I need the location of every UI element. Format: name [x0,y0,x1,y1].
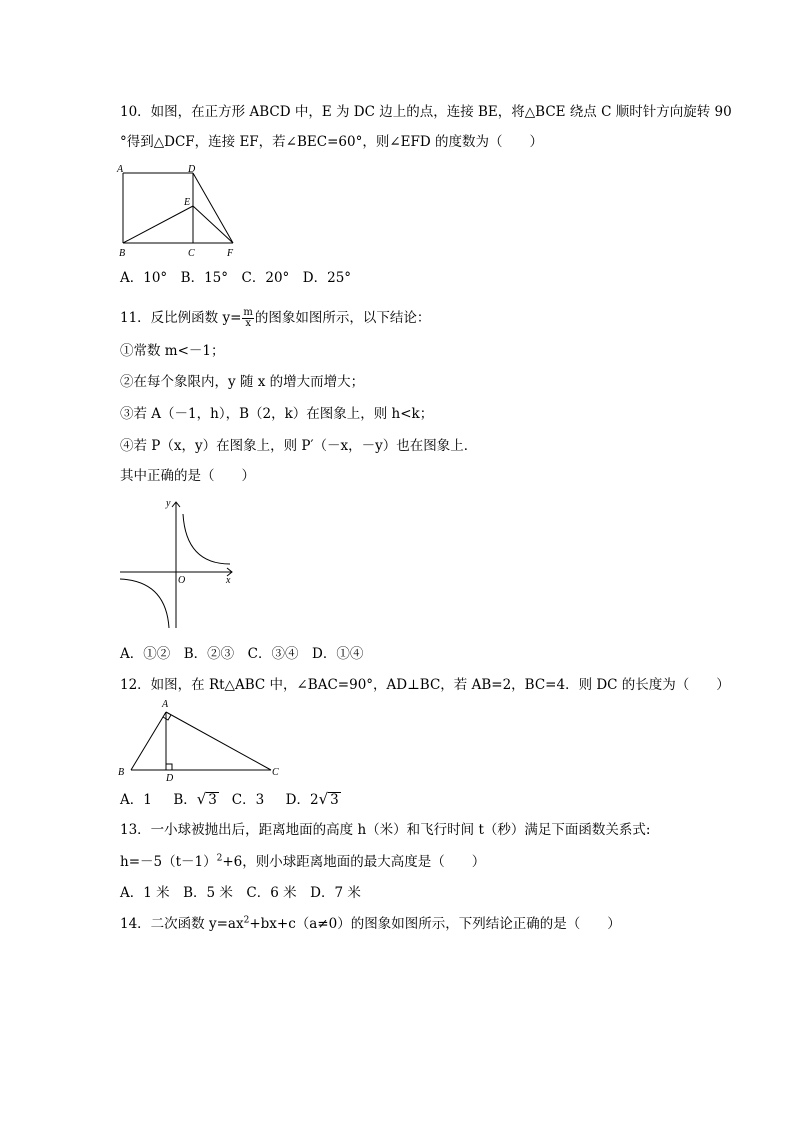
q13-stem-line2 [120,853,485,871]
q12-option-b: B． [173,792,197,808]
q10-label-f: F [227,248,234,259]
q11-label-x: x [226,575,231,586]
q12-option-d: D．2 [285,792,319,808]
q10-figure [115,160,245,262]
q13-options: A．1 米 B．5 米 C．6 米 D．7 米 [120,885,361,901]
q13-formula-b: +6，则小球距离地面的最大高度是（ ） [222,854,486,870]
q14-exponent: 2 [243,915,250,926]
q11-stem [120,308,430,329]
q12-label-b: B [118,767,125,778]
q10-options: A．10° B．15° C．20° D．25° [120,270,352,286]
q11-frac-den: x [245,318,251,329]
q12-radical-icon: √ [196,790,207,808]
q14-stem-b: +bx+c（a≠0）的图象如图所示，下列结论正确的是（ ） [249,916,621,932]
q11-options: A．①② B．②③ C．③④ D．①④ [120,646,364,662]
q10-line-ef [193,206,233,243]
q14-stem [120,915,621,933]
q10-label-b: B [119,248,126,259]
q11-label-o: O [178,575,186,586]
q12-option-c: C．3 [231,792,265,808]
q10-line-df [193,173,233,243]
q11-statement-2: ②在每个象限内，y 随 x 的增大而增大； [120,374,365,390]
q12-radical-icon-d: √ [318,790,329,808]
q10-label-a: A [117,164,124,175]
q12-label-c: C [272,767,279,778]
q11-label-y: y [166,498,171,509]
q12-side-ac [166,712,271,770]
q11-stem-suffix: 的图象如图所示，以下结论： [254,310,431,326]
q12-options [120,790,341,809]
q11-graph [118,494,240,630]
q11-question: 其中正确的是（ ） [120,468,255,484]
q12-label-a: A [162,699,169,710]
q11-statement-4: ④若 P（x，y）在图象上，则 P′（－x，－y）也在图象上． [120,438,478,454]
q12-option-a: A．1 [120,792,152,808]
q12-figure [116,695,286,781]
q14-stem-a: 14．二次函数 y=ax [120,916,244,932]
q10-label-d: D [188,164,196,175]
q11-statement-1: ①常数 m<－1； [120,343,225,359]
q12-option-d-radicand: 3 [330,792,339,808]
q11-branch-third-quadrant [120,579,169,628]
q13-formula-a: h=－5（t－1） [120,854,217,870]
q12-label-d: D [166,773,174,781]
q13-stem-line1: 13．一小球被抛出后，距离地面的高度 h（米）和飞行时间 t（秒）满足下面函数关系式: [120,822,651,838]
q12-side-ab [131,712,166,770]
q10-stem-line1: 10．如图，在正方形 ABCD 中，E 为 DC 边上的点，连接 BE，将△BCE 绕点 C 顺时针方向旋转 90 [120,104,732,120]
q11-branch-first-quadrant [183,514,230,564]
q11-stem-prefix: 11．反比例函数 y= [120,310,242,326]
q12-option-b-radicand: 3 [208,792,217,808]
q10-line-be [123,206,193,243]
q10-label-e: E [184,197,191,208]
q11-statement-3: ③若 A（－1，h），B（2，k）在图象上，则 h<k； [120,406,434,422]
q10-label-c: C [188,248,195,259]
q13-formula-exponent: 2 [216,853,223,864]
q12-stem: 12．如图，在 Rt△ABC 中，∠BAC=90°，AD⊥BC，若 AB=2，BC=4．则 DC 的长度为（ ） [120,677,730,693]
q11-fraction [242,308,253,329]
q12-right-angle-mark-d [166,764,172,770]
q10-stem-line2: °得到△DCF，连接 EF，若∠BEC=60°，则∠EFD 的度数为（ ） [120,134,543,150]
q11-frac-num: m [243,307,253,318]
